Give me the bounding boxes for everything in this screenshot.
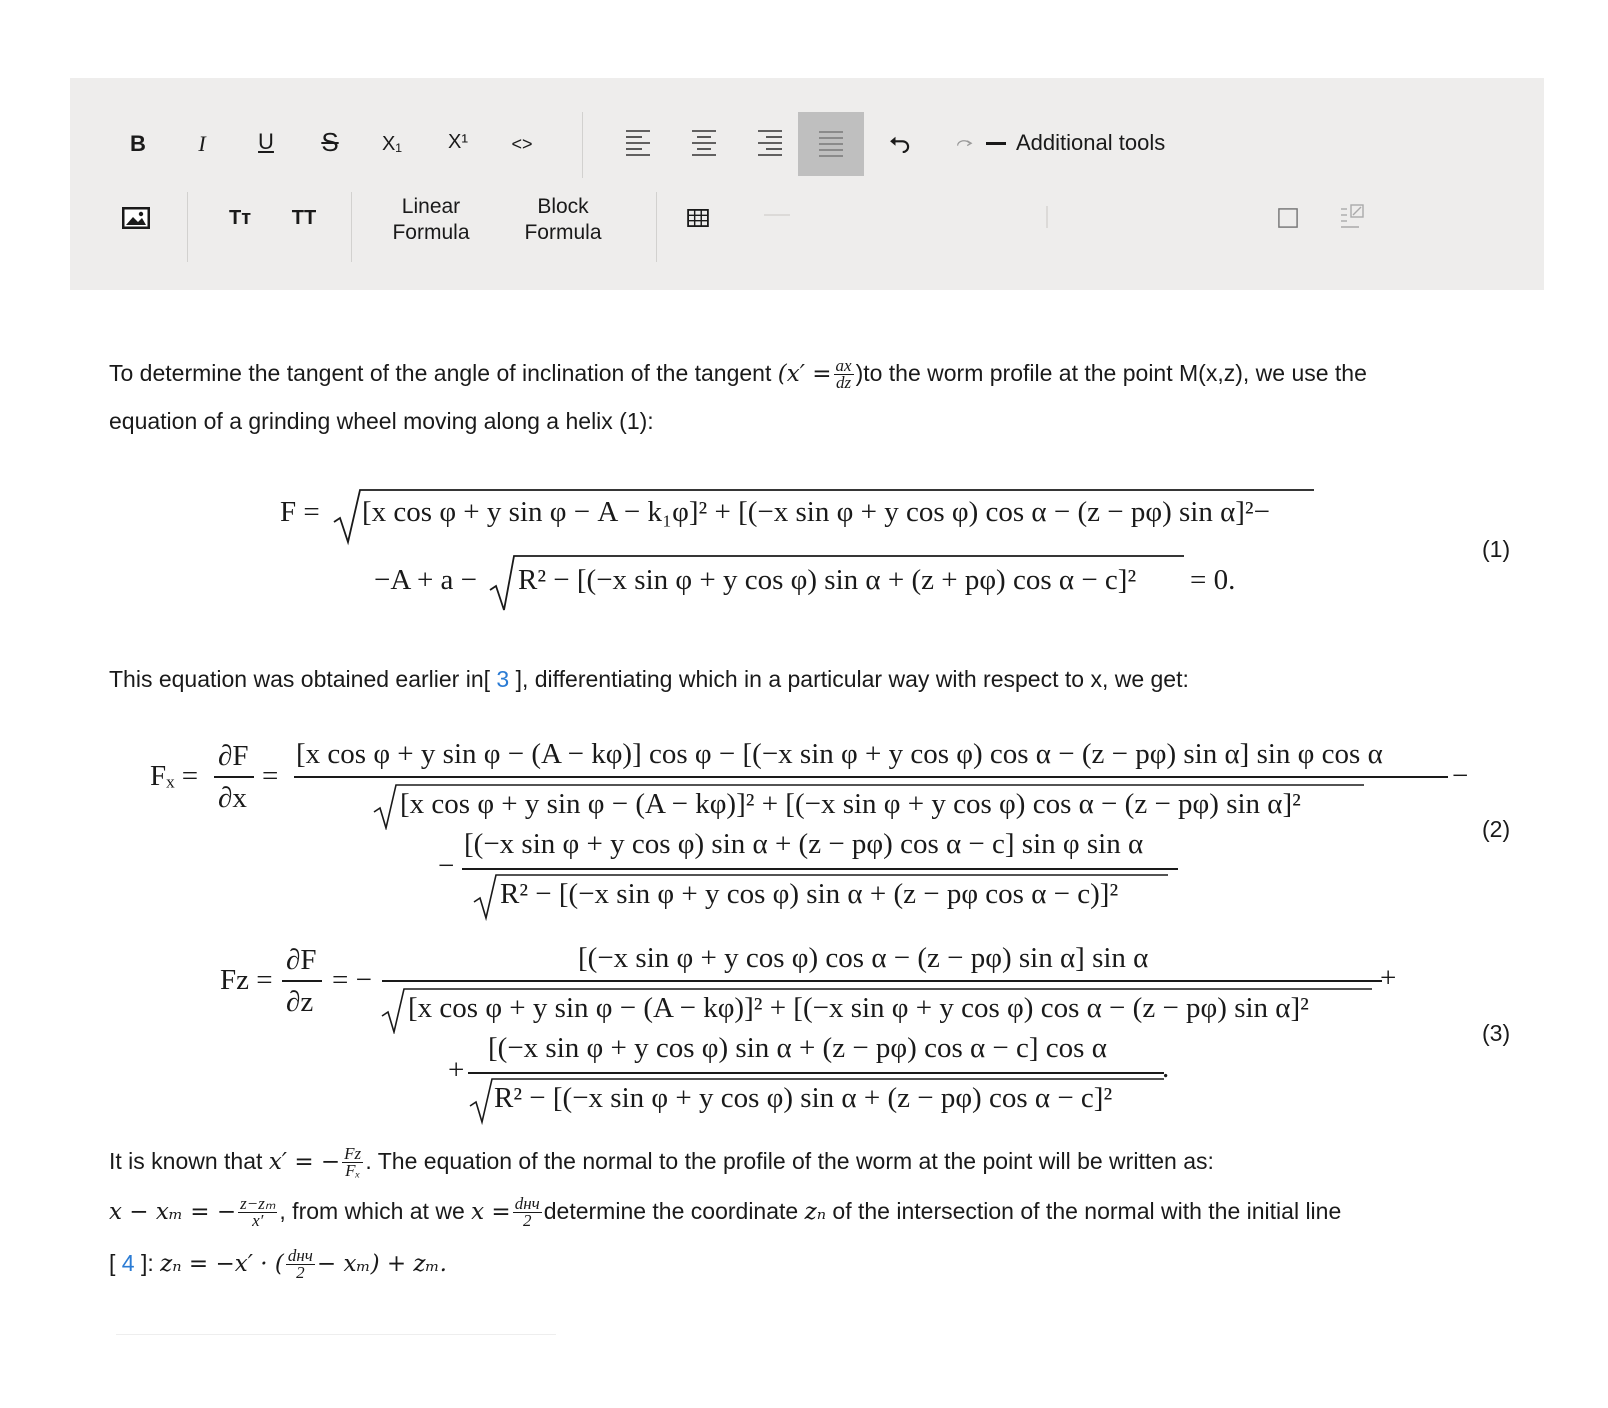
- eq3-denominator-2: R² − [(−x sin φ + y cos φ) sin α + (z − pφ) cos α − c]²: [494, 1082, 1113, 1114]
- inline-fraction-fz-fx: [342, 1146, 363, 1179]
- underline-button[interactable]: U: [258, 129, 274, 154]
- bold-button[interactable]: B: [130, 131, 146, 156]
- inline-formula-x-prime-eq: x′ = −: [268, 1149, 341, 1175]
- paragraph-5: [109, 1238, 1519, 1289]
- eq2-leading-minus: −: [438, 850, 455, 882]
- eq2-partial-bar: [214, 776, 254, 778]
- align-center-button[interactable]: [684, 122, 724, 162]
- paragraph-3: [109, 1136, 1519, 1187]
- inline-formula-zn-def-b: − xₘ) + zₘ.: [316, 1251, 447, 1277]
- linear-formula-label-1: Linear: [401, 195, 461, 218]
- additional-tools-toggle[interactable]: [986, 126, 1165, 160]
- eq2-denominator-1: [x cos φ + y sin φ − (A − kφ)]² + [(−x sin φ + y cos φ) cos α − (z − pφ) sin α]²: [400, 788, 1301, 820]
- eq2-partial-denominator: ∂x: [218, 782, 247, 814]
- subscript-button[interactable]: X₁: [381, 132, 403, 155]
- redo-button[interactable]: [944, 124, 984, 164]
- undo-icon: [889, 135, 911, 153]
- insert-table-button[interactable]: [678, 198, 718, 238]
- image-icon: [121, 206, 151, 230]
- fraction-denominator: 2: [296, 1263, 305, 1283]
- block-formula-label-2: Formula: [524, 221, 602, 244]
- eq2-equals: =: [262, 760, 279, 792]
- table-icon: [687, 209, 709, 227]
- eq2-denominator-2: R² − [(−x sin φ + y cos φ) sin α + (z − pφ cos α − c)]²: [500, 878, 1119, 910]
- eq3-equals: = −: [332, 964, 372, 996]
- fraction-denominator: 2: [522, 1211, 532, 1231]
- inline-formula-x-eq: x =: [471, 1199, 511, 1225]
- eq2-trailing-minus: −: [1452, 760, 1469, 792]
- eq3-fraction-bar-2: [468, 1072, 1164, 1074]
- align-left-icon: [624, 127, 652, 157]
- eq2-partial-numerator: ∂F: [218, 740, 249, 772]
- eq1-lhs: F =: [280, 496, 320, 528]
- checkbox-tool-button[interactable]: [1268, 198, 1308, 238]
- align-center-icon: [690, 127, 718, 157]
- fraction-denominator: x′: [252, 1211, 264, 1231]
- eq3-trailing-period: .: [1162, 1052, 1170, 1084]
- superscript-button[interactable]: X¹: [448, 130, 468, 153]
- eq1-line2-radicand: R² − [(−x sin φ + y cos φ) sin α + (z + pφ) cos α − c]²: [518, 564, 1137, 596]
- fraction-numerator: dнч: [287, 1246, 313, 1266]
- eq3-numerator-2: [(−x sin φ + y cos φ) sin α + (z − pφ) cos α − c] cos α: [488, 1032, 1107, 1064]
- fraction-denominator: Fₓ: [345, 1161, 361, 1181]
- paragraph-1-line-2: equation of a grinding wheel moving along a helix (1):: [109, 408, 654, 434]
- inline-fraction-d-2-b: [286, 1248, 315, 1281]
- citation-link-3[interactable]: 3: [490, 666, 516, 692]
- eq3-numerator-1: [(−x sin φ + y cos φ) cos α − (z − pφ) sin α] sin α: [578, 942, 1149, 974]
- eq1-line2-equals-zero: = 0.: [1190, 564, 1236, 596]
- paragraph-4-text-c: of the intersection of the normal with the initial line: [832, 1198, 1342, 1224]
- eq2-numerator-1: [x cos φ + y sin φ − (A − kφ)] cos φ − [(−x sin φ + y cos φ) cos α − (z − pφ) sin α] sin φ cos α: [296, 738, 1383, 770]
- citation-bracket-close: ]:: [140, 1250, 154, 1276]
- inline-formula-zn: zₙ: [804, 1199, 827, 1225]
- toolbar-separator: [187, 192, 188, 262]
- eq3-denominator-1: [x cos φ + y sin φ − (A − kφ)]² + [(−x sin φ + y cos φ) cos α − (z − pφ) sin α]²: [408, 992, 1309, 1024]
- eq3-partial-numerator: ∂F: [286, 944, 317, 976]
- eq2-numerator-2: [(−x sin φ + y cos φ) sin α + (z − pφ) cos α − c] sin φ sin α: [464, 828, 1144, 860]
- paragraph-2: [109, 654, 1519, 704]
- equation-number-2: (2): [1482, 816, 1511, 842]
- fraction-numerator: dнч: [514, 1194, 540, 1214]
- eq3-leading-plus: +: [448, 1054, 465, 1086]
- align-right-icon: [756, 127, 784, 157]
- eq1-line2-prefix: −A + a −: [374, 564, 478, 596]
- eq2-fraction-bar-1: [294, 776, 1448, 778]
- collapse-dash-icon: [986, 142, 1006, 145]
- additional-tools-label: Additional tools: [1016, 130, 1166, 155]
- inline-fraction: [834, 358, 854, 391]
- expand-icon: [1339, 203, 1365, 229]
- footer-divider: [116, 1334, 556, 1335]
- inline-formula-x-prime: (x′ =: [777, 361, 832, 387]
- paragraph-4-text-a: , from which at we: [279, 1198, 465, 1224]
- paragraph-1-text-b: )to the worm profile at the point M(x,z), we use the: [855, 360, 1367, 386]
- paragraph-3-text-a: It is known that: [109, 1148, 263, 1174]
- expand-tool-button[interactable]: [1332, 196, 1372, 236]
- eq3-partial-denominator: ∂z: [286, 986, 314, 1018]
- undo-button[interactable]: [880, 124, 920, 164]
- toolbar-separator: [351, 192, 352, 262]
- paragraph-2-text-b: ], differentiating which in a particular way with respect to x, we get:: [515, 666, 1189, 692]
- align-left-button[interactable]: [618, 122, 658, 162]
- toolbar-separator: [582, 112, 583, 178]
- redo-icon: [954, 136, 974, 152]
- block-formula-label-1: Block: [537, 195, 589, 218]
- toolbar-separator: [656, 192, 657, 262]
- paragraph-2-text-a: This equation was obtained earlier in[: [109, 666, 491, 692]
- equation-number-1: (1): [1482, 536, 1511, 562]
- fraction-numerator: z−zₘ: [240, 1194, 276, 1214]
- fraction-numerator: ax: [835, 356, 852, 376]
- align-justify-button[interactable]: [798, 112, 864, 176]
- eq2-lhs: Fₓ =: [150, 760, 199, 792]
- eq2-fraction-bar-2: [462, 868, 1178, 870]
- strikethrough-button[interactable]: S: [321, 126, 339, 157]
- align-justify-icon: [817, 128, 845, 158]
- linear-formula-label-2: Formula: [392, 221, 470, 244]
- inline-fraction-d-2: [513, 1196, 542, 1229]
- align-right-button[interactable]: [750, 122, 790, 162]
- editor-toolbar: [70, 78, 1544, 290]
- faded-separator: [1046, 206, 1048, 228]
- fraction-numerator: Fᴢ: [344, 1144, 362, 1164]
- inline-formula-normal: x − xₘ = −: [109, 1199, 237, 1225]
- inline-formula-zn-def-a: zₙ = −x′ · (: [160, 1251, 284, 1277]
- eq3-lhs: Fᴢ =: [220, 964, 273, 996]
- paragraph-4: [109, 1186, 1519, 1237]
- eq3-trailing-plus: +: [1380, 962, 1397, 994]
- paragraph-1: [109, 348, 1519, 399]
- eq1-line1-radicand: [x cos φ + y sin φ − A − k₁φ]² + [(−x sin φ + y cos φ) cos α − (z − pφ) sin α]²−: [362, 496, 1270, 528]
- italic-button[interactable]: I: [198, 131, 206, 156]
- uppercase-button[interactable]: TT: [291, 206, 317, 229]
- equation-number-3: (3): [1482, 1020, 1511, 1046]
- insert-image-button[interactable]: [116, 198, 156, 238]
- faded-tool-icon: [764, 214, 790, 216]
- citation-link-4[interactable]: 4: [115, 1250, 141, 1276]
- eq3-partial-bar: [282, 980, 322, 982]
- linear-formula-button[interactable]: [388, 192, 474, 248]
- fraction-denominator: dz: [835, 373, 852, 393]
- inline-fraction-z-x: [238, 1196, 277, 1229]
- paragraph-4-text-b: determine the coordinate: [543, 1198, 799, 1224]
- paragraph-1-text-a: To determine the tangent of the angle of inclination of the tangent: [109, 360, 772, 386]
- block-formula-button[interactable]: [516, 192, 610, 248]
- eq3-fraction-bar-1: [382, 980, 1382, 982]
- square-icon: [1278, 208, 1298, 228]
- citation-bracket-open: [: [109, 1250, 116, 1276]
- code-button[interactable]: <>: [511, 133, 533, 154]
- paragraph-3-text-b: . The equation of the normal to the profile of the worm at the point will be written as:: [365, 1148, 1214, 1174]
- font-size-button[interactable]: Tᴛ: [228, 206, 251, 229]
